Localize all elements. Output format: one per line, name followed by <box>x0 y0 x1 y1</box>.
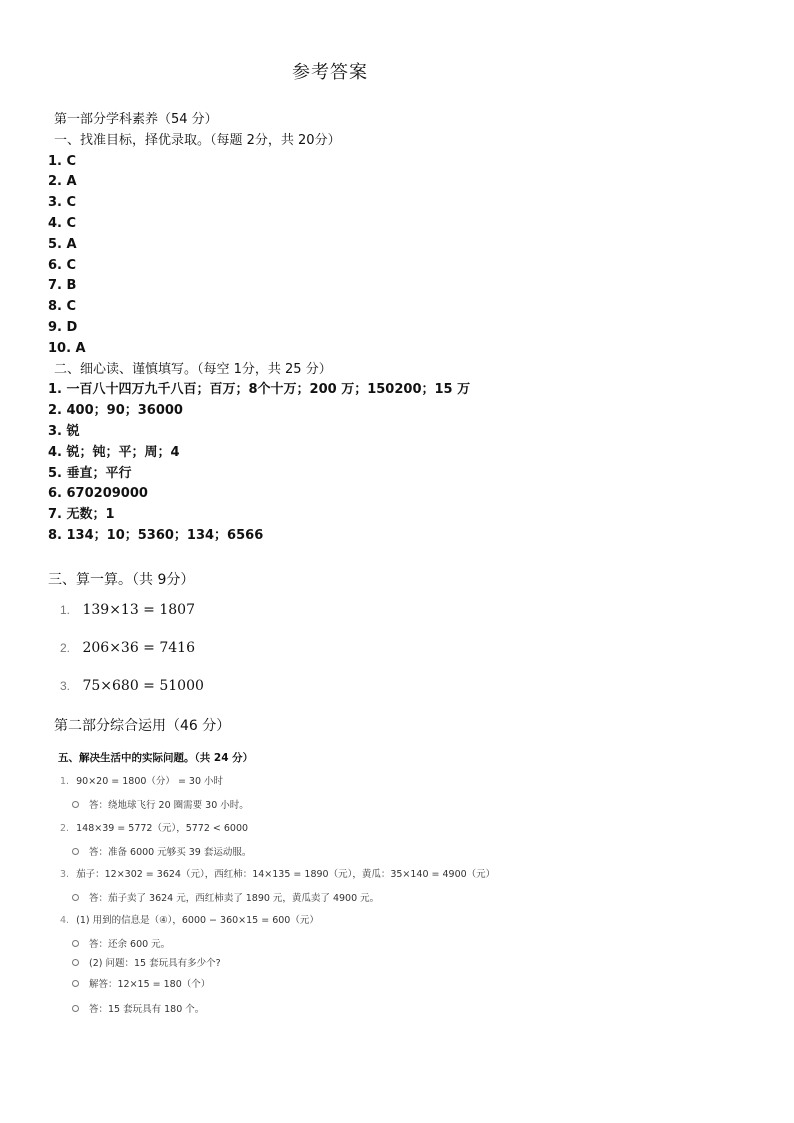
calc-item <box>60 640 195 656</box>
bullet-icon <box>72 894 79 901</box>
answer-item: 4. 锐；钝；平；周；4 <box>48 444 180 460</box>
bullet-icon <box>72 959 79 966</box>
calc-number: 1. <box>60 603 71 617</box>
answer-item: 2. A <box>48 174 77 190</box>
problem-item <box>60 773 223 787</box>
problem-answer-text: 答：还余 600 元。 <box>89 939 171 950</box>
bullet-icon <box>72 940 79 947</box>
problem-number: 3. <box>60 869 70 880</box>
bullet-icon <box>72 1005 79 1012</box>
problem-number: 4. <box>60 915 70 926</box>
section3-heading: 三、算一算。（共 9分） <box>48 572 195 588</box>
answer-item: 5. 垂直；平行 <box>48 465 132 481</box>
answer-item: 8. 134；10；5360；134；6566 <box>48 527 264 543</box>
calc-item <box>60 602 195 618</box>
problem-solution: 90×20 = 1800（分） = 30 小时 <box>76 776 224 787</box>
answer-item: 7. 无数；1 <box>48 507 115 523</box>
problem-solution: (1) 用到的信息是（④），6000 − 360×15 = 600（元） <box>76 915 319 926</box>
problem-answer-text: 答：茄子卖了 3624 元，西红柿卖了 1890 元，黄瓜卖了 4900 元。 <box>89 893 380 904</box>
problem-answer-text: 答：绕地球飞行 20 圈需要 30 小时。 <box>89 800 249 811</box>
problem-answer-text: 答：准备 6000 元够买 39 套运动服。 <box>89 847 252 858</box>
answer-item: 6. 670209000 <box>48 486 148 502</box>
answer-item: 10. A <box>48 340 86 356</box>
answer-item: 9. D <box>48 319 78 335</box>
calc-item <box>60 678 204 694</box>
calc-number: 2. <box>60 641 71 655</box>
problem-answer <box>72 797 249 811</box>
answer-item: 1. C <box>48 153 77 169</box>
answer-item: 5. A <box>48 236 77 252</box>
page-title: 参考答案 <box>292 62 368 83</box>
bullet-icon <box>72 980 79 987</box>
problem-number: 2. <box>60 823 70 834</box>
problem-answer <box>72 976 210 990</box>
section1-heading: 一、找准目标，择优录取。（每题 2分，共 20分） <box>54 132 341 148</box>
problem-answer <box>72 1001 204 1015</box>
section5-heading: 五、解决生活中的实际问题。（共 24 分） <box>58 752 254 764</box>
part2-heading: 第二部分综合运用（46 分） <box>54 718 231 734</box>
answer-item: 7. B <box>48 278 77 294</box>
answer-item: 3. C <box>48 195 77 211</box>
problem-solution: 148×39 = 5772（元），5772 < 6000 <box>76 823 249 834</box>
calc-expression: 206×36 = 7416 <box>82 640 195 656</box>
bullet-icon <box>72 801 79 808</box>
calc-expression: 75×680 = 51000 <box>82 678 204 694</box>
problem-answer <box>72 955 221 969</box>
part1-block <box>48 110 768 547</box>
problem-item <box>60 912 319 926</box>
problem-answer-text: 答：15 套玩具有 180 个。 <box>89 1004 205 1015</box>
problem-item <box>60 866 495 880</box>
calc-number: 3. <box>60 679 71 693</box>
part1-heading: 第一部分学科素养（54 分） <box>54 112 218 127</box>
answer-item: 3. 锐 <box>48 423 80 439</box>
answer-item: 2. 400；90；36000 <box>48 403 183 419</box>
bullet-icon <box>72 848 79 855</box>
answer-item: 8. C <box>48 299 77 315</box>
problem-item <box>60 820 248 834</box>
problem-number: 1. <box>60 776 70 787</box>
answer-item: 4. C <box>48 215 77 231</box>
problem-answer <box>72 936 170 950</box>
answer-item: 1. 一百八十四万九千八百；百万；8个十万；200 万；150200；15 万 <box>48 382 471 398</box>
section2-heading: 二、细心读、谨慎填写。（每空 1分，共 25 分） <box>54 361 332 377</box>
calc-expression: 139×13 = 1807 <box>82 602 195 618</box>
problem-answer <box>72 890 379 904</box>
problem-answer <box>72 844 251 858</box>
problem-solution: 茄子：12×302 = 3624（元），西红柿：14×135 = 1890（元），黄瓜：35×140 = 4900（元） <box>76 869 496 880</box>
problem-answer-text: (2) 问题：15 套玩具有多少个? <box>89 958 221 969</box>
answer-item: 6. C <box>48 257 77 273</box>
problem-answer-text: 解答：12×15 = 180（个） <box>89 979 211 990</box>
